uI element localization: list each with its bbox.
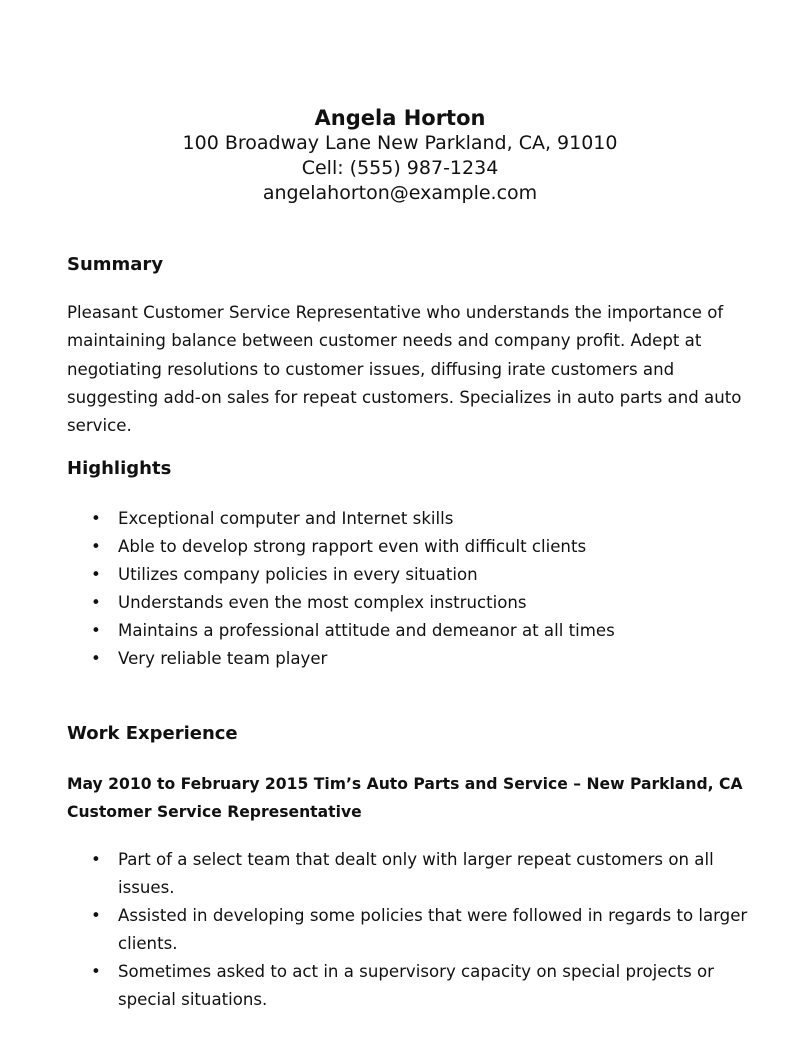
duty-text: Part of a select team that dealt only with larger repeat customers on all issues. — [118, 850, 714, 897]
highlight-text: Very reliable team player — [118, 649, 328, 668]
summary-text: Pleasant Customer Service Representative who understands the importance of maintaining balance between customer needs and company profit. Adept at negotiating resolutions to customer issues, diffusing irate customers and suggesting add-on sales for repeat customers. Specializes in auto parts and auto service. — [67, 303, 742, 436]
list-item — [67, 958, 757, 1014]
bullet-icon: • — [91, 509, 101, 528]
bullet-icon: • — [91, 565, 101, 584]
contact-email: angelahorton@example.com — [262, 182, 538, 204]
list-item — [67, 645, 757, 673]
list-item — [67, 902, 757, 958]
highlight-text: Understands even the most complex instructions — [118, 593, 527, 612]
bullet-icon: • — [91, 621, 101, 640]
bullet-icon: • — [91, 649, 101, 668]
job-duties-list — [67, 846, 757, 1014]
list-item — [67, 589, 757, 617]
summary-heading: Summary — [67, 254, 164, 275]
duty-text: Assisted in developing some policies that were followed in regards to larger clients. — [118, 906, 748, 953]
contact-address: 100 Broadway Lane New Parkland, CA, 91010 — [182, 132, 618, 154]
resume-header — [0, 105, 800, 206]
list-item — [67, 617, 757, 645]
bullet-icon: • — [91, 593, 101, 612]
job-title: Customer Service Representative — [67, 803, 362, 821]
work-experience-heading: Work Experience — [67, 723, 238, 744]
highlight-text: Utilizes company policies in every situation — [118, 565, 478, 584]
duty-text: Sometimes asked to act in a supervisory capacity on special projects or special situations. — [118, 962, 714, 1009]
highlight-text: Exceptional computer and Internet skills — [118, 509, 454, 528]
list-item — [67, 561, 757, 589]
contact-phone: Cell: (555) 987-1234 — [301, 157, 499, 179]
highlights-heading: Highlights — [67, 458, 172, 479]
bullet-icon: • — [91, 962, 101, 981]
highlight-text: Able to develop strong rapport even with difficult clients — [118, 537, 587, 556]
list-item — [67, 505, 757, 533]
job-dates-company: May 2010 to February 2015 Tim’s Auto Parts and Service – New Parkland, CA — [67, 775, 743, 793]
bullet-icon: • — [91, 906, 101, 925]
highlights-list — [67, 505, 757, 673]
list-item — [67, 533, 757, 561]
candidate-name: Angela Horton — [314, 106, 486, 130]
bullet-icon: • — [91, 850, 101, 869]
list-item — [67, 846, 757, 902]
highlight-text: Maintains a professional attitude and demeanor at all times — [118, 621, 615, 640]
bullet-icon: • — [91, 537, 101, 556]
